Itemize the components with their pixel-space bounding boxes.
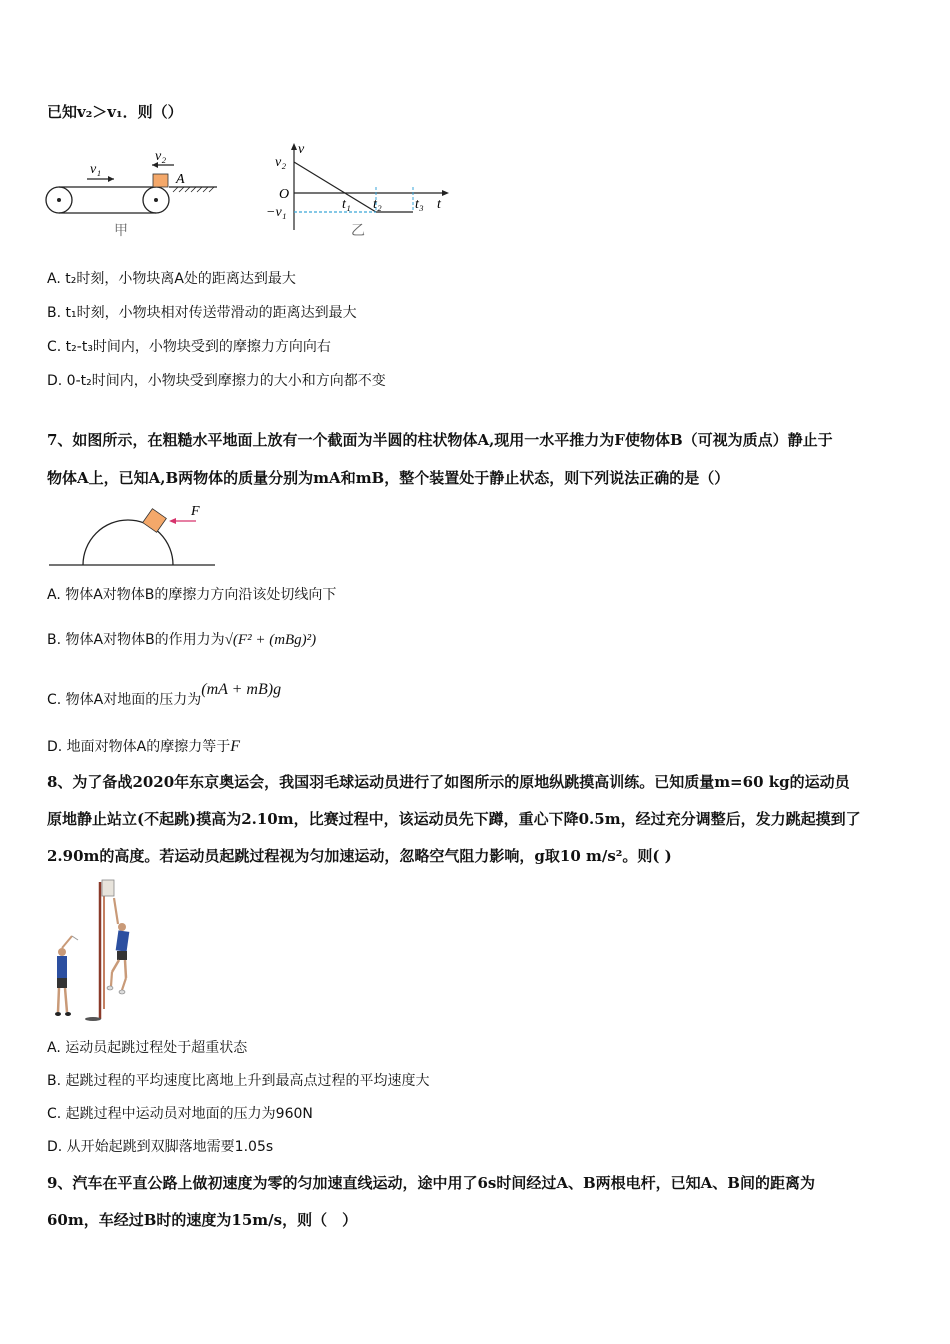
- velocity-time-graph: [265, 140, 455, 240]
- caption-yi: 乙: [351, 223, 365, 239]
- q7-option-c: [47, 681, 282, 710]
- q8-stem-line1: 8、为了备战2020年东京奥运会，我国羽毛球运动员进行了如图所示的原地纵跳摸高训练。已知质量m=60 kg的运动员: [47, 773, 850, 791]
- label-t1: t₁: [342, 197, 351, 212]
- q8-option-c: C. 起跳过程中运动员对地面的压力为960N: [47, 1106, 313, 1122]
- q9-stem-line2: 60m，车经过B时的速度为15m/s，则（ ）: [47, 1211, 358, 1229]
- q7-option-b: [47, 630, 316, 650]
- label-a: A: [176, 172, 185, 187]
- label-v2: v₂: [155, 149, 167, 164]
- q9-stem-line1: 9、汽车在平直公路上做初速度为零的匀加速直线运动，途中用了6s时间经过A、B两根电杆，已知A、B间的距离为: [47, 1174, 815, 1192]
- q8-stem-line2: 原地静止站立(不起跳)摸高为2.10m，比赛过程中，该运动员先下蹲，重心下降0.5m，经过充分调整后，发力跳起摸到了: [47, 810, 861, 828]
- conveyor-belt-figure: [42, 145, 222, 240]
- q7-option-b-formula: √(F² + (mBg)²): [224, 632, 317, 648]
- semicircle-figure: [45, 500, 220, 570]
- q7-option-d: [47, 737, 240, 757]
- q6-option-a: A. t₂时刻，小物块离A处的距离达到最大: [47, 271, 296, 287]
- q8-option-a: A. 运动员起跳过程处于超重状态: [47, 1040, 248, 1056]
- label-v1: v₁: [90, 162, 102, 177]
- q6-stem-tail: 已知v₂＞v₁．则（）: [47, 103, 183, 121]
- block-a: [153, 174, 168, 187]
- q7-option-c-text: C. 物体A对地面的压力为: [47, 692, 202, 708]
- q6-option-b: B. t₁时刻，小物块相对传送带滑动的距离达到最大: [47, 305, 357, 321]
- axis-t-label: t: [437, 197, 441, 212]
- label-v2-axis: v₂: [275, 155, 287, 170]
- q7-option-c-formula: (mA + mB)g: [201, 681, 282, 698]
- q7-option-d-text: D. 地面对物体A的摩擦力等于: [47, 739, 231, 755]
- axis-v-label: v: [298, 142, 305, 157]
- force-f-label: F: [191, 504, 200, 519]
- label-t3: t₃: [415, 197, 424, 212]
- q7-stem-line2: 物体A上，已知A,B两物体的质量分别为mA和mB，整个装置处于静止状态，则下列说法正确的是（）: [47, 469, 730, 487]
- label-neg-v1: −v₁: [266, 205, 287, 220]
- q7-option-d-formula: F: [230, 738, 241, 755]
- q7-option-b-text: B. 物体A对物体B的作用力为: [47, 632, 225, 648]
- q8-option-d: D. 从开始起跳到双脚落地需要1.05s: [47, 1139, 274, 1155]
- q8-stem-line3: 2.90m的高度。若运动员起跳过程视为匀加速运动，忽略空气阻力影响，g取10 m/s²。则( ): [47, 847, 672, 865]
- caption-jia: 甲: [114, 223, 128, 239]
- block-b: [143, 509, 167, 533]
- origin-label: O: [279, 187, 290, 202]
- q8-option-b: B. 起跳过程的平均速度比离地上升到最高点过程的平均速度大: [47, 1073, 430, 1089]
- q6-option-d: D. 0-t₂时间内，小物块受到摩擦力的大小和方向都不变: [47, 373, 386, 389]
- q6-option-c: C. t₂-t₃时间内，小物块受到的摩擦力方向向右: [47, 339, 331, 355]
- q7-option-a: A. 物体A对物体B的摩擦力方向沿该处切线向下: [47, 587, 337, 603]
- label-t2: t₂: [373, 197, 382, 212]
- jump-reach-figure: [48, 874, 143, 1024]
- q7-stem-line1: 7、如图所示，在粗糙水平地面上放有一个截面为半圆的柱状物体A,现用一水平推力为F使物体B（可视为质点）静止于: [47, 431, 833, 449]
